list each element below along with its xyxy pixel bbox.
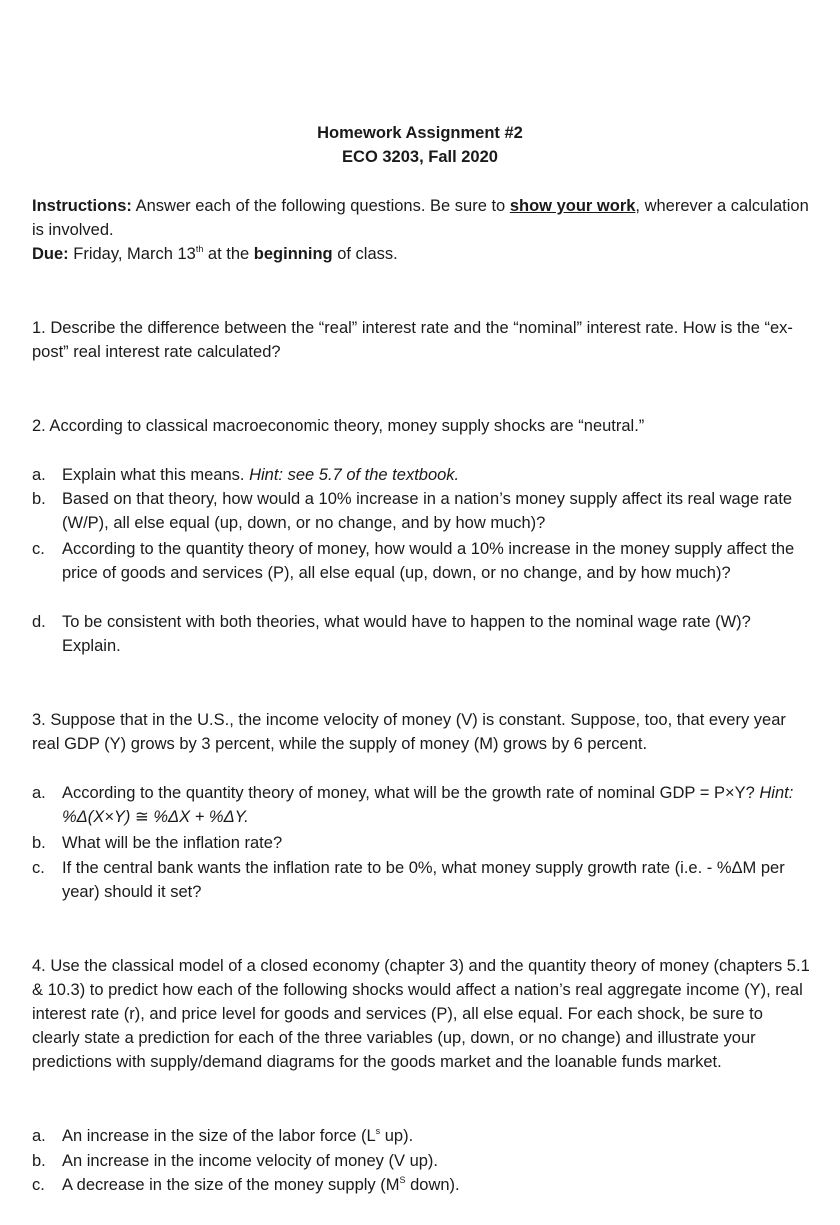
question-2-intro: 2. According to classical macroeconomic theory, money supply shocks are “neutral.” <box>32 417 645 435</box>
item-text-end: up). <box>380 1127 414 1145</box>
item-text: To be consistent with both theories, what would have to happen to the nominal wage rate (W)? Explain. <box>62 613 751 655</box>
item-text: Based on that theory, how would a 10% increase in a nation’s money supply affect its real wage rate (W/P), all else equal (up, down, or no change, and by how much)? <box>62 490 793 532</box>
question-4-item-b <box>32 1149 812 1173</box>
hint-text: Hint: %Δ(X×Y) ≅ %ΔX + %ΔY. <box>62 784 794 826</box>
item-text: An increase in the size of the labor force (L <box>62 1127 376 1145</box>
question-2-item-b <box>32 487 812 535</box>
money-supply-superscript: S <box>399 1174 406 1185</box>
due-date-suffix: th <box>195 243 204 254</box>
list-marker: b. <box>32 834 46 852</box>
question-4-item-a <box>32 1124 812 1148</box>
instructions-emphasis: show your work <box>509 197 636 215</box>
list-marker: d. <box>32 613 46 631</box>
list-marker: a. <box>32 466 46 484</box>
list-marker: a. <box>32 784 46 802</box>
due-label: Due: <box>32 245 69 263</box>
labor-supply-superscript: s <box>375 1125 381 1136</box>
list-marker: c. <box>32 1176 45 1194</box>
question-4-item-c <box>32 1173 812 1197</box>
question-3-item-a <box>32 781 812 829</box>
instructions-label: Instructions: <box>32 197 132 215</box>
due-emphasis: beginning <box>253 245 333 263</box>
item-text: A decrease in the size of the money supply (M <box>62 1176 400 1194</box>
due-text-end: of class. <box>332 245 398 263</box>
instructions-paragraph <box>32 194 812 242</box>
item-text: According to the quantity theory of money, what will be the growth rate of nominal GDP = P×Y? <box>62 784 760 802</box>
due-text: at the <box>203 245 254 263</box>
item-text: If the central bank wants the inflation rate to be 0%, what money supply growth rate (i.e. - %ΔM per year) should it set? <box>62 859 785 901</box>
question-1: 1. Describe the difference between the “real” interest rate and the “nominal” interest rate. How is the “ex-post” real interest rate calculated? <box>32 319 793 361</box>
list-marker: c. <box>32 859 45 877</box>
list-marker: b. <box>32 490 46 508</box>
item-text: What will be the inflation rate? <box>62 834 283 852</box>
question-2-item-d <box>32 610 812 658</box>
list-marker: c. <box>32 540 45 558</box>
question-2-item-a <box>32 463 812 487</box>
due-paragraph <box>32 242 812 266</box>
question-3-intro: 3. Suppose that in the U.S., the income velocity of money (V) is constant. Suppose, too, that every year real GDP (Y) grows by 3 percent, while the supply of money (M) grows by 6 percent. <box>32 711 786 753</box>
item-text-end: down). <box>405 1176 460 1194</box>
due-date: Friday, March 13 <box>68 245 196 263</box>
instructions-text: Answer each of the following questions. Be sure to <box>131 197 510 215</box>
question-4-intro: 4. Use the classical model of a closed economy (chapter 3) and the quantity theory of money (chapters 5.1 & 10.3) to predict how each of the following shocks would affect a nation’s real aggregate income (Y), real interest rate (r), and price level for goods and services (P), all else equal. For each shock, be sure to clearly state a prediction for each of the three variables (up, down, or no change) and illustrate your predictions with supply/demand diagrams for the goods market and the loanable funds market. <box>32 957 810 1071</box>
question-2-item-c <box>32 537 812 585</box>
list-marker: b. <box>32 1152 46 1170</box>
question-3-item-b <box>32 831 812 855</box>
hint-text: Hint: see 5.7 of the textbook. <box>249 466 460 484</box>
list-marker: a. <box>32 1127 46 1145</box>
question-3-item-c <box>32 856 812 904</box>
course-subtitle: ECO 3203, Fall 2020 <box>342 148 498 166</box>
item-text: Explain what this means. <box>62 466 250 484</box>
page-title: Homework Assignment #2 <box>317 124 523 142</box>
instructions-text-end: , wherever a calculation is involved. <box>32 197 809 239</box>
item-text: An increase in the income velocity of money (V up). <box>62 1152 439 1170</box>
item-text: According to the quantity theory of money, how would a 10% increase in the money supply affect the price of goods and services (P), all else equal (up, down, or no change, and by how much)? <box>62 540 795 582</box>
